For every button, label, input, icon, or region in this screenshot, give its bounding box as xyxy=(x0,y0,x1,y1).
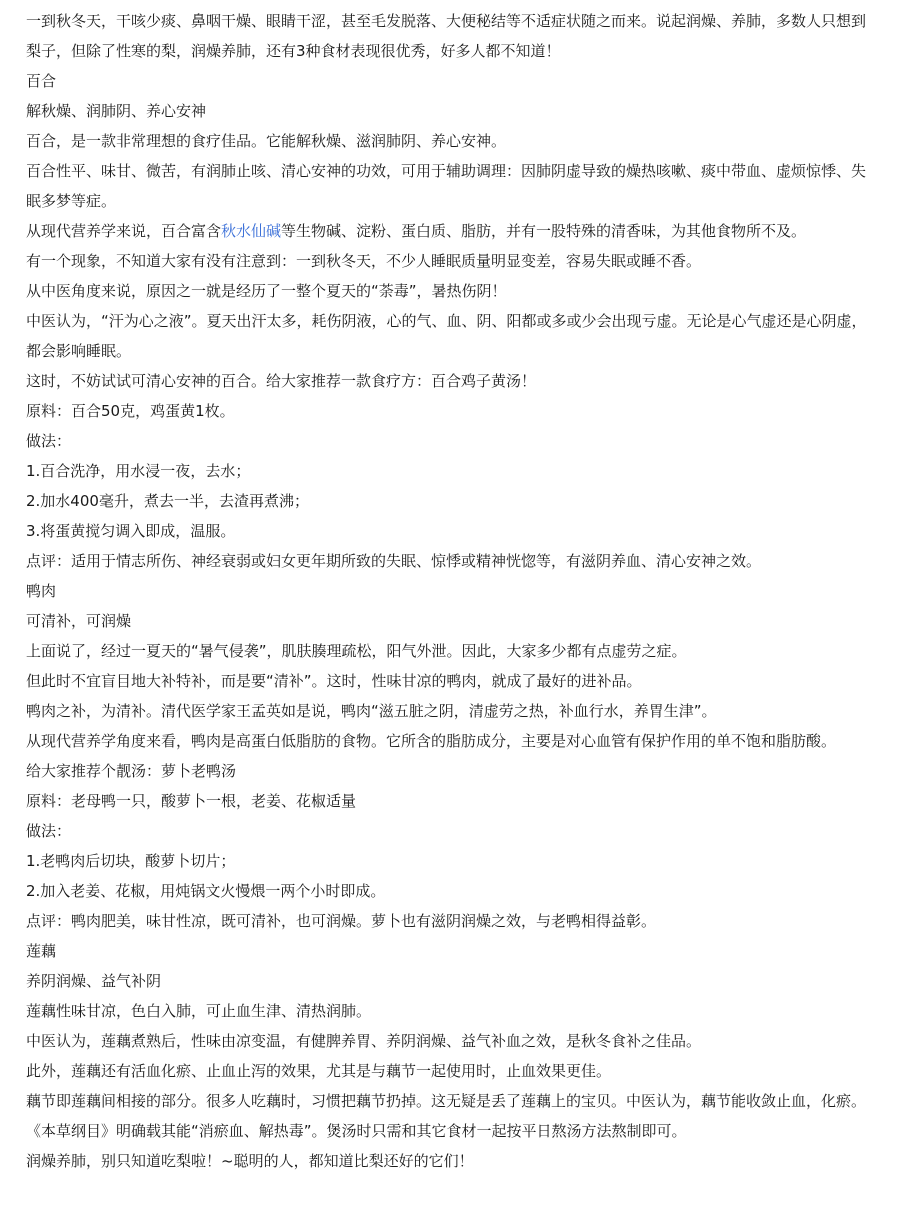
paragraph: 鸭肉之补，为清补。清代医学家王孟英如是说，鸭肉“滋五脏之阴，清虚劳之热，补血行水，养胃生津”。 xyxy=(26,702,717,720)
paragraph: 但此时不宜盲目地大补特补，而是要“清补”。这时，性味甘凉的鸭肉，就成了最好的进补品。 xyxy=(26,672,642,690)
paragraph: 中医认为，莲藕煮熟后，性味由凉变温，有健脾养胃、养阴润燥、益气补血之效，是秋冬食补之佳品。 xyxy=(26,1032,702,1050)
paragraph: 这时，不妨试试可清心安神的百合。给大家推荐一款食疗方：百合鸡子黄汤！ xyxy=(26,372,537,390)
paragraph: 从中医角度来说，原因之一就是经历了一整个夏天的“荼毒”，暑热伤阴！ xyxy=(26,282,507,300)
section-heading-lily: 百合 xyxy=(26,72,57,90)
paragraph: 上面说了，经过一夏天的“暑气侵袭”，肌肤腠理疏松，阳气外泄。因此，大家多少都有点虚劳之症。 xyxy=(26,642,687,660)
paragraph: 莲藕性味甘凉，色白入肺，可止血生津、清热润肺。 xyxy=(26,1002,372,1020)
recipe-step: 1.百合洗净，用水浸一夜，去水； xyxy=(26,462,251,480)
paragraph: 藕节即莲藕间相接的部分。很多人吃藕时，习惯把藕节扔掉。这无疑是丢了莲藕上的宝贝。中医认为，藕节能收敛止血，化瘀。《本草纲目》明确载其能“消瘀血、解热毒”。煲汤时只需和其它食材一起按平日熬汤方法熬制即可。 xyxy=(26,1092,867,1140)
recipe-step: 2.加入老姜、花椒，用炖锅文火慢煨一两个小时即成。 xyxy=(26,882,386,900)
recipe-step: 3.将蛋黄搅匀调入即成，温服。 xyxy=(26,522,236,540)
section-heading-duck: 鸭肉 xyxy=(26,582,57,600)
keyword-link-colchicine[interactable]: 秋水仙碱 xyxy=(221,222,282,240)
paragraph: 百合性平、味甘、微苦，有润肺止咳、清心安神的功效，可用于辅助调理：因肺阴虚导致的燥热咳嗽、痰中带血、虚烦惊悸、失眠多梦等症。 xyxy=(26,162,867,210)
intro-paragraph: 一到秋冬天，干咳少痰、鼻咽干燥、眼睛干涩，甚至毛发脱落、大便秘结等不适症状随之而来。说起润燥、养肺，多数人只想到梨子，但除了性寒的梨，润燥养肺，还有3种食材表现很优秀，好多人都不知道！ xyxy=(26,12,867,60)
recipe-ingredients: 原料：老母鸭一只，酸萝卜一根，老姜、花椒适量 xyxy=(26,792,357,810)
recipe-method-label: 做法： xyxy=(26,432,72,450)
paragraph: 百合，是一款非常理想的食疗佳品。它能解秋燥、滋润肺阴、养心安神。 xyxy=(26,132,507,150)
paragraph xyxy=(26,216,875,246)
text-segment: 从现代营养学来说，百合富含 xyxy=(26,222,222,240)
paragraph: 有一个现象，不知道大家有没有注意到：一到秋冬天，不少人睡眠质量明显变差，容易失眠或睡不香。 xyxy=(26,252,702,270)
recipe-comment: 点评：适用于情志所伤、神经衰弱或妇女更年期所致的失眠、惊悸或精神恍惚等，有滋阴养血、清心安神之效。 xyxy=(26,552,762,570)
text-segment: 等生物碱、淀粉、蛋白质、脂肪，并有一股特殊的清香味，为其他食物所不及。 xyxy=(281,222,807,240)
recipe-ingredients: 原料：百合50克，鸡蛋黄1枚。 xyxy=(26,402,235,420)
section-subtitle-duck: 可清补，可润燥 xyxy=(26,612,132,630)
recipe-step: 2.加水400毫升，煮去一半，去渣再煮沸； xyxy=(26,492,309,510)
paragraph: 给大家推荐个靓汤：萝卜老鸭汤 xyxy=(26,762,237,780)
paragraph: 从现代营养学角度来看，鸭肉是高蛋白低脂肪的食物。它所含的脂肪成分，主要是对心血管有保护作用的单不饱和脂肪酸。 xyxy=(26,732,837,750)
recipe-step: 1.老鸭肉后切块，酸萝卜切片； xyxy=(26,852,236,870)
recipe-method-label: 做法： xyxy=(26,822,72,840)
closing-paragraph: 润燥养肺，别只知道吃梨啦！~聪明的人，都知道比梨还好的它们！ xyxy=(26,1152,474,1170)
section-subtitle-lily: 解秋燥、润肺阴、养心安神 xyxy=(26,102,207,120)
paragraph: 中医认为，“汗为心之液”。夏天出汗太多，耗伤阴液，心的气、血、阴、阳都或多或少会出现亏虚。无论是心气虚还是心阴虚，都会影响睡眠。 xyxy=(26,312,867,360)
section-heading-lotus: 莲藕 xyxy=(26,942,57,960)
paragraph: 此外，莲藕还有活血化瘀、止血止泻的效果，尤其是与藕节一起使用时，止血效果更佳。 xyxy=(26,1062,612,1080)
section-subtitle-lotus: 养阴润燥、益气补阴 xyxy=(26,972,162,990)
recipe-comment: 点评：鸭肉肥美，味甘性凉，既可清补，也可润燥。萝卜也有滋阴润燥之效，与老鸭相得益彰。 xyxy=(26,912,657,930)
